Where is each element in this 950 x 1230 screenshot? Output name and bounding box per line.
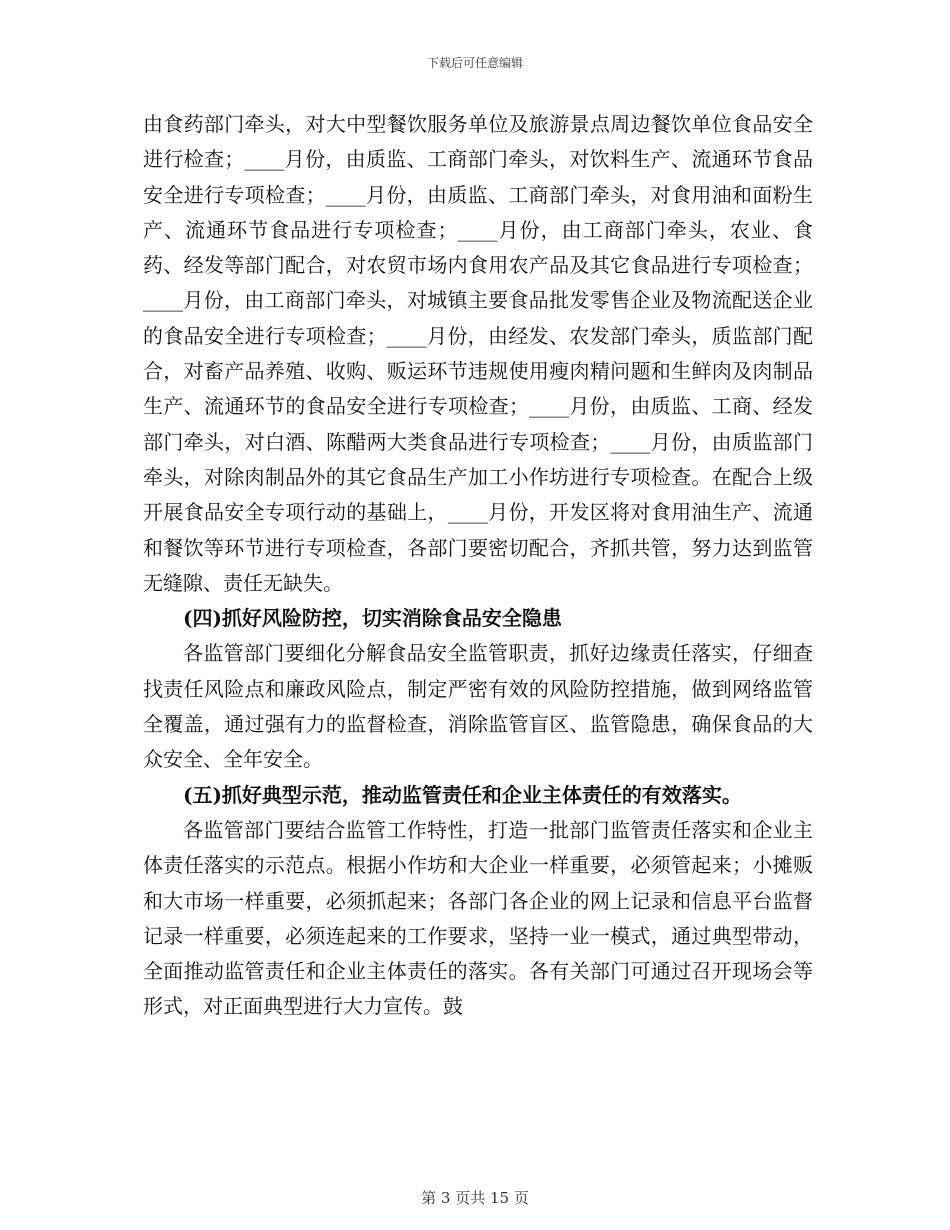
- document-body: [143, 107, 813, 1025]
- paragraph-risk-control: 各监管部门要细化分解食品安全监管职责，抓好边缘责任落实，仔细查找责任风险点和廉政风险点，制定严密有效的风险防控措施，做到网络监管全覆盖，通过强有力的监督检查，消除监管盲区、监管隐患，确保食品的大众安全、全年安全。: [143, 641, 813, 772]
- section-heading-risk-control: (四)抓好风险防控，切实消除食品安全隐患: [183, 606, 562, 631]
- paragraph-inspection-schedule: 由食药部门牵头，对大中型餐饮服务单位及旅游景点周边餐饮单位食品安全进行检查；____月份，由质监、工商部门牵头，对饮料生产、流通环节食品安全进行专项检查；____月份，由质监、工商部门牵头，对食用油和面粉生产、流通环节食品进行专项检查；____月份，由工商部门牵头，农业、食药、经发等部门配合，对农贸市场内食用农产品及其它食品进行专项检查；____月份，由工商部门牵头，对城镇主要食品批发零售企业及物流配送企业的食品安全进行专项检查；____月份，由经发、农发部门牵头，质监部门配合，对畜产品养殖、收购、贩运环节违规使用瘦肉精问题和生鲜肉及肉制品生产、流通环节的食品安全进行专项检查；____月份，由质监、工商、经发部门牵头，对白酒、陈醋两大类食品进行专项检查；____月份，由质监部门牵头，对除肉制品外的其它食品生产加工小作坊进行专项检查。在配合上级开展食品安全专项行动的基础上，____月份，开发区将对食用油生产、流通和餐饮等环节进行专项检查，各部门要密切配合，齐抓共管，努力达到监管无缝隙、责任无缺失。: [143, 112, 813, 595]
- paragraph-typical-demonstration: 各监管部门要结合监管工作特性，打造一批部门监管责任落实和企业主体责任落实的示范点。根据小作坊和大企业一样重要，必须管起来；小摊贩和大市场一样重要，必须抓起来；各部门各企业的网上记录和信息平台监督记录一样重要，必须连起来的工作要求，坚持一业一模式，通过典型带动，全面推动监管责任和企业主体责任的落实。各有关部门可通过召开现场会等形式，对正面典型进行大力宣传。鼓: [143, 817, 813, 1019]
- page-header: 下载后可任意编辑: [426, 56, 523, 70]
- page-footer: 第 3 页共 15 页: [421, 1189, 529, 1207]
- section-heading-typical-demonstration: (五)抓好典型示范，推动监管责任和企业主体责任的有效落实。: [183, 782, 742, 807]
